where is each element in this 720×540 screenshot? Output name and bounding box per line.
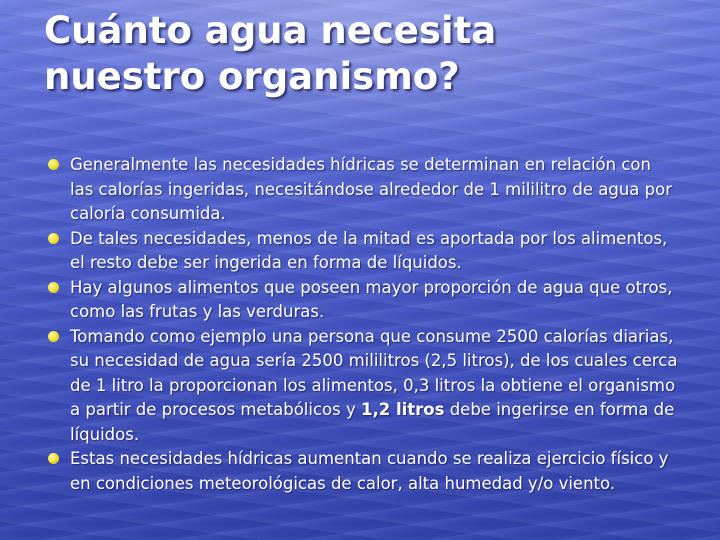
bullet-text-4-end: debe ingerirse en forma de líquidos.	[70, 400, 675, 444]
bullet-dot-icon	[48, 282, 59, 293]
bullet-text-3: Hay algunos alimentos que poseen mayor proporción de agua que otros, como las frutas y las verduras.	[70, 277, 673, 321]
slide-title	[44, 8, 684, 100]
bullet-item-4	[48, 325, 678, 448]
bullet-item-3	[48, 276, 678, 325]
bullet-text-4-bold: 1,2 litros	[360, 400, 445, 419]
bullet-item-5	[48, 447, 678, 496]
bullet-dot-icon	[48, 233, 59, 244]
bullet-dot-icon	[48, 331, 59, 342]
bullet-text-2: De tales necesidades, menos de la mitad es aportada por los alimentos, el resto debe ser ingerida en forma de líquidos.	[70, 228, 668, 272]
bullet-text-5: Estas necesidades hídricas aumentan cuando se realiza ejercicio físico y en condiciones meteorológicas de calor, alta humedad y/o viento.	[70, 449, 669, 493]
bullet-text-4-start: Tomando como ejemplo una persona que consume 2500 calorías diarias, su necesidad de agua sería 2500 mililitros (2,5 litros), de los cuales cerca de 1 litro la proporcionan los alimentos, 0,3 litros la obtiene el organismo a partir de procesos metabólicos y	[70, 326, 678, 419]
title-line-2: nuestro organismo?	[44, 55, 460, 98]
title-line-1: Cuánto agua necesita	[44, 9, 497, 52]
bullet-dot-icon	[48, 159, 59, 170]
bullet-item-2	[48, 227, 678, 276]
bullet-text-1: Generalmente las necesidades hídricas se determinan en relación con las calorías ingeridas, necesitándose alrededor de 1 mililitro de agua por caloría consumida.	[70, 155, 672, 223]
bullet-dot-icon	[48, 453, 59, 464]
bullet-item-1	[48, 153, 678, 227]
bullet-list	[48, 153, 678, 496]
